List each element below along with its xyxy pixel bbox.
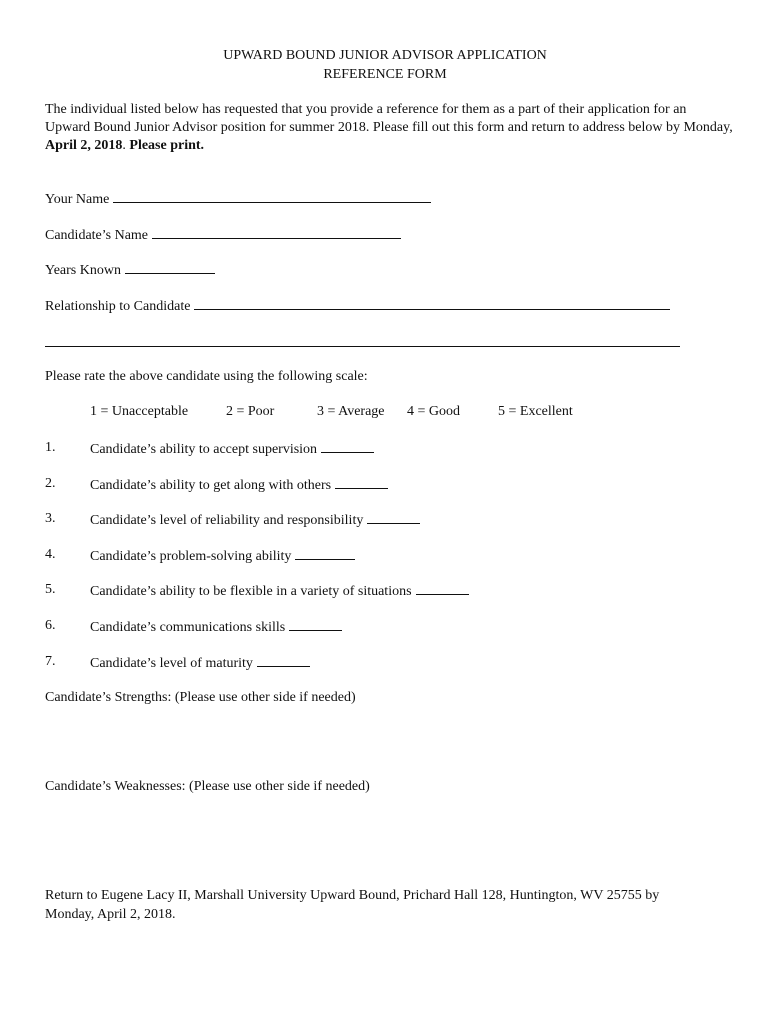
intro-instruction: Please print.	[129, 138, 205, 153]
rating-item-field[interactable]	[367, 510, 420, 524]
rating-item-field[interactable]	[257, 653, 310, 667]
return-instructions	[45, 886, 735, 924]
rating-prompt: Please rate the above candidate using the following scale:	[45, 369, 368, 384]
rating-item-number: 2.	[45, 476, 56, 491]
rating-item-row	[90, 439, 374, 459]
rating-item-text: Candidate’s communications skills	[90, 620, 286, 635]
rating-item-text: Candidate’s ability to get along with others	[90, 478, 332, 493]
rating-item-number: 3.	[45, 511, 56, 526]
rating-item-text: Candidate’s level of maturity	[90, 656, 253, 671]
rating-item-row	[90, 653, 310, 673]
rating-item-text: Candidate’s problem-solving ability	[90, 549, 292, 564]
relationship-label: Relationship to Candidate	[45, 299, 191, 314]
rating-item-text: Candidate’s ability to accept supervision	[90, 442, 318, 457]
rating-item-number: 6.	[45, 618, 56, 633]
weaknesses-label: Candidate’s Weaknesses: (Please use other side if needed)	[45, 779, 370, 794]
intro-text: The individual listed below has requested that you provide a reference for them as a part of their application for an Upward Bound Junior Advisor position for summer 2018. Please fill out this form and return to address below by Monday,	[45, 102, 733, 135]
rating-item-number: 1.	[45, 440, 56, 455]
rating-item-text: Candidate’s ability to be flexible in a variety of situations	[90, 584, 412, 599]
intro-deadline: April 2, 2018	[45, 138, 123, 153]
relationship-field[interactable]	[194, 296, 670, 310]
form-title: UPWARD BOUND JUNIOR ADVISOR APPLICATION	[223, 48, 547, 63]
rating-item-number: 4.	[45, 547, 56, 562]
scale-option-3: 3 = Average	[317, 404, 385, 419]
scale-option-4: 4 = Good	[407, 404, 461, 419]
rating-item-row	[90, 510, 420, 530]
rating-item-row	[90, 581, 469, 601]
relationship-continuation-line[interactable]	[45, 346, 680, 347]
rating-item-text: Candidate’s level of reliability and responsibility	[90, 513, 364, 528]
rating-item-row	[90, 475, 388, 495]
rating-item-field[interactable]	[335, 475, 388, 489]
return-line-2: Monday, April 2, 2018.	[45, 907, 176, 922]
rating-item-field[interactable]	[289, 617, 342, 631]
scale-option-5: 5 = Excellent	[498, 404, 573, 419]
form-subtitle: REFERENCE FORM	[323, 67, 447, 82]
years-known-label: Years Known	[45, 263, 121, 278]
years-known-field[interactable]	[125, 260, 215, 274]
relationship-row	[45, 296, 670, 316]
rating-item-field[interactable]	[416, 581, 469, 595]
rating-item-field[interactable]	[321, 439, 374, 453]
rating-item-row	[90, 617, 342, 637]
candidate-name-label: Candidate’s Name	[45, 228, 149, 243]
your-name-label: Your Name	[45, 192, 110, 207]
return-line-1: Return to Eugene Lacy II, Marshall University Upward Bound, Prichard Hall 128, Huntington, WV 25755 by	[45, 888, 660, 903]
rating-item-number: 5.	[45, 582, 56, 597]
years-known-row	[45, 260, 215, 280]
your-name-row	[45, 189, 431, 209]
rating-item-number: 7.	[45, 654, 56, 669]
scale-option-1: 1 = Unacceptable	[90, 404, 189, 419]
strengths-label: Candidate’s Strengths: (Please use other side if needed)	[45, 690, 356, 705]
candidate-name-field[interactable]	[152, 225, 401, 239]
intro-paragraph	[45, 101, 735, 155]
rating-item-row	[90, 546, 355, 566]
intro-separator: .	[122, 138, 130, 153]
candidate-name-row	[45, 225, 401, 245]
rating-item-field[interactable]	[295, 546, 355, 560]
scale-option-2: 2 = Poor	[226, 404, 275, 419]
your-name-field[interactable]	[113, 189, 431, 203]
